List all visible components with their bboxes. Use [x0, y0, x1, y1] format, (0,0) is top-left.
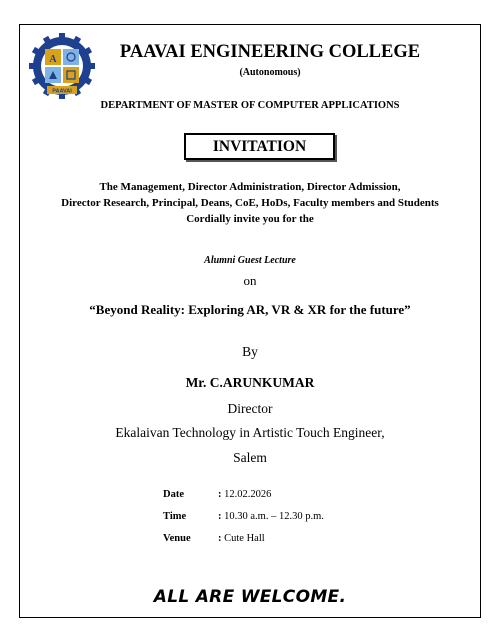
event-topic: “Beyond Reality: Exploring AR, VR & XR for the future”: [89, 302, 411, 317]
date-value: 12.02.2026: [224, 489, 272, 500]
date-row: [163, 489, 271, 500]
time-label: Time: [163, 511, 187, 522]
invitees-line-3: Cordially invite you for the: [186, 213, 314, 225]
venue-label: Venue: [163, 533, 191, 544]
time-row: [163, 511, 324, 522]
college-status: (Autonomous): [239, 67, 301, 78]
venue-colon: :: [218, 533, 225, 544]
invitees-line-1: The Management, Director Administration, Director Admission,: [99, 181, 401, 193]
logo-text: PAAVAI: [52, 88, 72, 95]
date-label: Date: [163, 489, 184, 500]
invitees-line-2: Director Research, Principal, Deans, CoE, HoDs, Faculty members and Students: [61, 197, 439, 209]
speaker-designation: Director: [227, 401, 273, 416]
time-value: 10.30 a.m. – 12.30 p.m.: [224, 511, 324, 522]
svg-text:A: A: [49, 54, 57, 65]
speaker-city: Salem: [233, 450, 267, 465]
speaker-by: By: [242, 344, 258, 359]
department-name: DEPARTMENT OF MASTER OF COMPUTER APPLICATIONS: [100, 100, 400, 111]
venue-row: [163, 533, 265, 544]
speaker-name: Mr. C.ARUNKUMAR: [185, 375, 315, 390]
venue-value: Cute Hall: [224, 533, 265, 544]
speaker-organization: Ekalaivan Technology in Artistic Touch Engineer,: [115, 425, 385, 440]
invitation-title: INVITATION: [184, 133, 335, 160]
page-border: [19, 24, 481, 618]
college-name: PAAVAI ENGINEERING COLLEGE: [119, 42, 421, 62]
closing-welcome: ALL ARE WELCOME.: [153, 587, 347, 607]
event-type: Alumni Guest Lecture: [204, 255, 296, 266]
time-colon: :: [218, 511, 225, 522]
date-colon: :: [218, 489, 225, 500]
event-on: on: [243, 273, 257, 288]
